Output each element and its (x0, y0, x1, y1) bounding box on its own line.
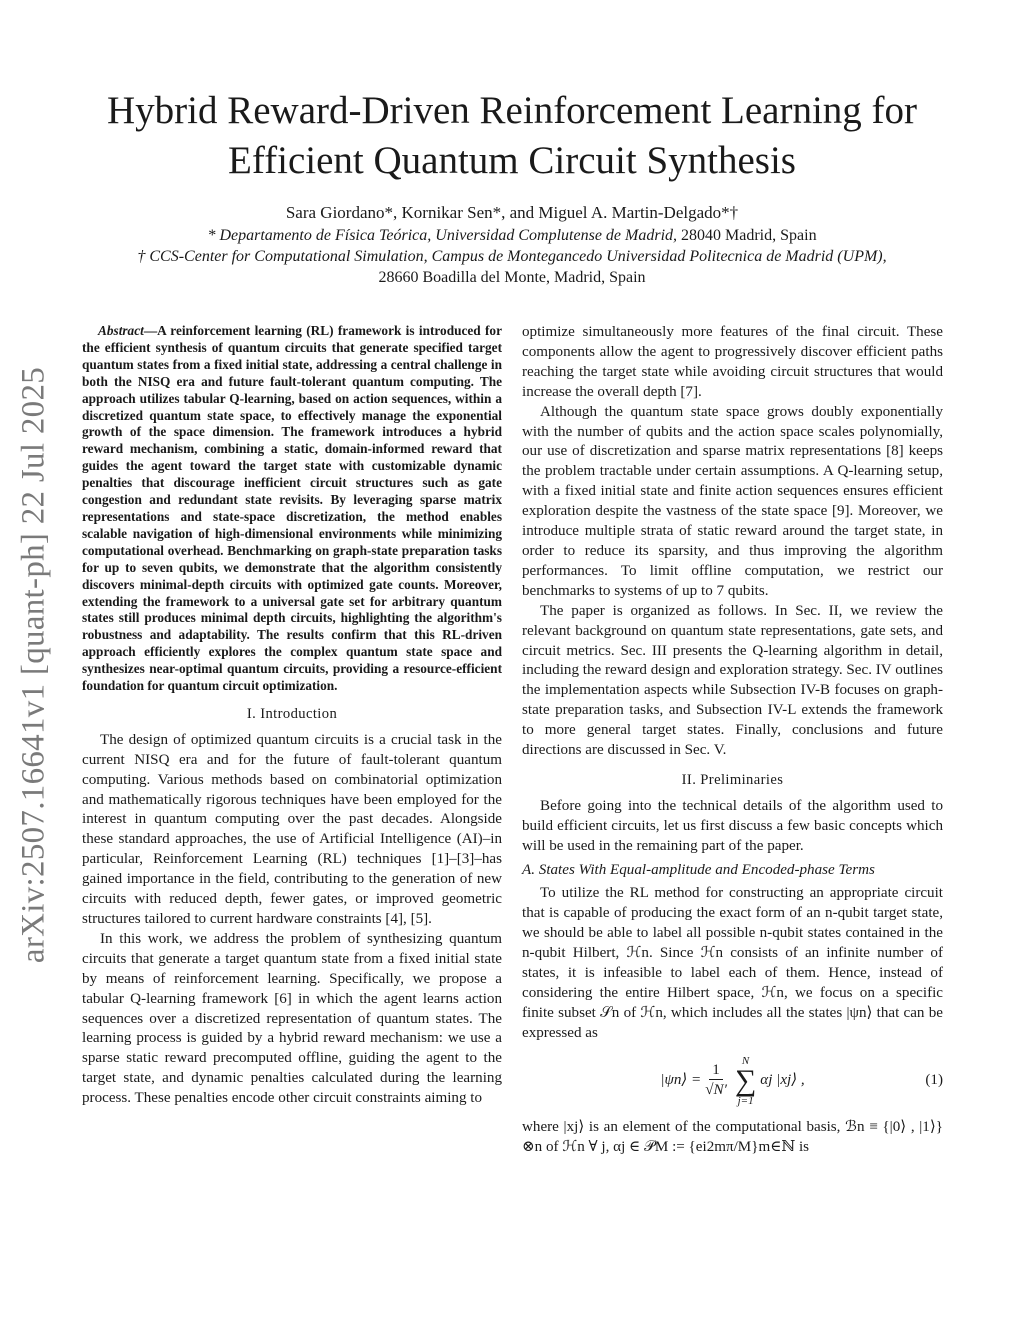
intro-paragraph-2: In this work, we address the problem of synthesizing quantum circuits that generate a target quantum state from a fixed initial state by means of reinforcement learning. Specifically, we propose a tabular Q-learning framework [6] in which the agent learns action sequences over a discretized representation of quantum states. The learning process is guided by a hybrid reward mechanism: we use a sparse static reward precomputed offline, guiding the agent to the target state, and dynamic penalties calculated during the learning process. These penalties encode other circuit constraints aiming to (82, 930, 502, 1107)
affiliation-2: † CCS-Center for Computational Simulation, Campus de Montegancedo Universidad Politecnica de Madrid (UPM), (137, 248, 887, 265)
affiliation-1-institution: * Departamento de Física Teórica, Universidad Complutense de Madrid, (207, 227, 678, 244)
abstract-text: —A reinforcement learning (RL) framework is introduced for the efficient synthesis of quantum circuits that generate specified target quantum states from a fixed initial state, addressing a central challenge in both the NISQ era and future fault-tolerant quantum computing. The approach utilizes tabular Q-learning, based on action sequences, within a discretized quantum state space, to effectively manage the exponential growth of the space dimension. The framework introduces a hybrid reward mechanism, combining a static, domain-informed reward that guides the agent toward the target state with customizable dynamic penalties that discourage inefficient circuit structures such as gate congestion and redundant state revisits. By leveraging sparse matrix representations and state-space discretization, the method enables scalable navigation of high-dimensional environments while minimizing computational overhead. Benchmarking on graph-state preparation tasks for up to seven qubits, we demonstrate that the algorithm consistently discovers minimal-depth circuits with optimized gate counts. Moreover, extending the framework to a universal gate set for arbitrary quantum states still produces minimal depth circuits, highlighting the algorithm's robustness and adaptability. The results confirm that this RL-driven approach efficiently explores the complex quantum state space and synthesizes near-optimal quantum circuits, providing a resource-efficient foundation for quantum circuit optimization. (82, 323, 502, 694)
left-column (82, 323, 502, 1109)
arxiv-id: arXiv:2507.16641v1 [quant-ph] 22 Jul 2025 (15, 366, 52, 964)
sum-upper-limit: N (741, 1054, 750, 1067)
equation-rhs: αj |xj⟩ , (760, 1071, 805, 1088)
equation-summation (735, 1055, 756, 1107)
title-line-2: Efficient Quantum Circuit Synthesis (228, 139, 796, 182)
intro-paragraph-1: The design of optimized quantum circuits is a crucial task in the current NISQ era and for the future of fault-tolerant quantum computing. Various methods based on combinatorial optimization and mathematically rigorous techniques have been employed for the interest in quantum computing over the past decades. Alongside these standard approaches, the use of Artificial Intelligence (AI)–in particular, Reinforcement Learning (RL) techniques [1]–[3]–has gained importance in the field, contributing to the generation of new circuits with reduced depth, fewer gates, or improved geometric structures tailored to current hardware constraints [4], [5]. (82, 731, 502, 927)
section-heading-introduction: I. Introduction (246, 705, 338, 722)
paper-title (60, 86, 964, 186)
intro-paragraph-5: The paper is organized as follows. In Sec. II, we review the relevant background on quantum state representations, gate sets, and circuit metrics. Sec. III presents the Q-learning algorithm in detail, including the reward design and exploration strategy. Sec. IV outlines the implementation aspects while Subsection IV-B focuses on graph-state preparation tasks, and Subsection IV-L extends the framework to more general target states. Finally, conclusions and future directions are discussed in Sec. V. (522, 602, 943, 759)
subsection-heading-a: A. States With Equal-amplitude and Encoded-phase Terms (522, 861, 875, 878)
intro-paragraph-3: optimize simultaneously more features of the final circuit. These components allow the agent to progressively discover efficient paths reaching the target state while avoiding circuit structures that would increase the overall depth [7]. (522, 324, 943, 400)
affiliation-1-location: 28040 Madrid, Spain (677, 227, 817, 244)
intro-paragraph-4: Although the quantum state space grows doubly exponentially with the number of qubits and the action space scales polynomially, our use of discretization and sparse matrix representations [8] keeps the problem tractable under certain assumptions. A Q-learning setup, with a fixed initial state and finite action sequences ensures efficient exploration despite the vastness of the state space [9]. Moreover, we introduce multiple strata of static reward around the target state, in order to reduce its sparsity, and thus improving the algorithm performances. To limit offline computation, we restrict our benchmarks to systems of up to 7 qubits. (522, 403, 943, 599)
right-column (522, 323, 943, 1158)
arxiv-sidebar-stamp (14, 355, 54, 975)
prelim-paragraph-1: Before going into the technical details of the algorithm used to build efficient circuits, let us first discuss a few basic concepts which will be used in the remaining part of the paper. (522, 797, 943, 854)
sum-lower-limit: j=1 (737, 1094, 754, 1107)
equation-denominator: √N′ (705, 1082, 727, 1099)
equation-lhs: |ψn⟩ = (660, 1071, 702, 1088)
equation-numerator: 1 (709, 1061, 723, 1080)
prelim-paragraph-2: To utilize the RL method for constructing an appropriate circuit that is capable of producing the exact form of an n-qubit target state, we should be able to label all possible n-qubit states contained in the n-qubit Hilbert, ℋn. Since ℋn consists of an infinite number of states, it is infeasible to label each of them. Hence, instead of considering the entire Hilbert space, ℋn, we focus on a specific finite subset 𝒮n of ℋn, which includes all the states |ψn⟩ that can be expressed as (522, 885, 943, 1041)
equation-number: (1) (925, 1071, 943, 1088)
sigma-icon: ∑ (734, 1063, 757, 1097)
affiliation-3: 28660 Boadilla del Monte, Madrid, Spain (378, 269, 646, 286)
prelim-paragraph-3: where |xj⟩ is an element of the computational basis, ℬn ≡ {|0⟩ , |1⟩}⊗n of ℋn ∀ j, αj ∈ 𝒫M := {ei2mπ/M}m∈ℕ is (522, 1118, 943, 1155)
equation-fraction (705, 1061, 727, 1100)
section-heading-preliminaries: II. Preliminaries (681, 771, 784, 788)
affiliation-1 (60, 225, 964, 246)
equation-1 (522, 1048, 943, 1114)
abstract (82, 323, 502, 695)
author-block (60, 202, 964, 288)
title-line-1: Hybrid Reward-Driven Reinforcement Learning for (106, 89, 918, 132)
author-list: Sara Giordano*, Kornikar Sen*, and Miguel A. Martin-Delgado*† (285, 203, 739, 222)
abstract-label: Abstract (98, 323, 144, 338)
